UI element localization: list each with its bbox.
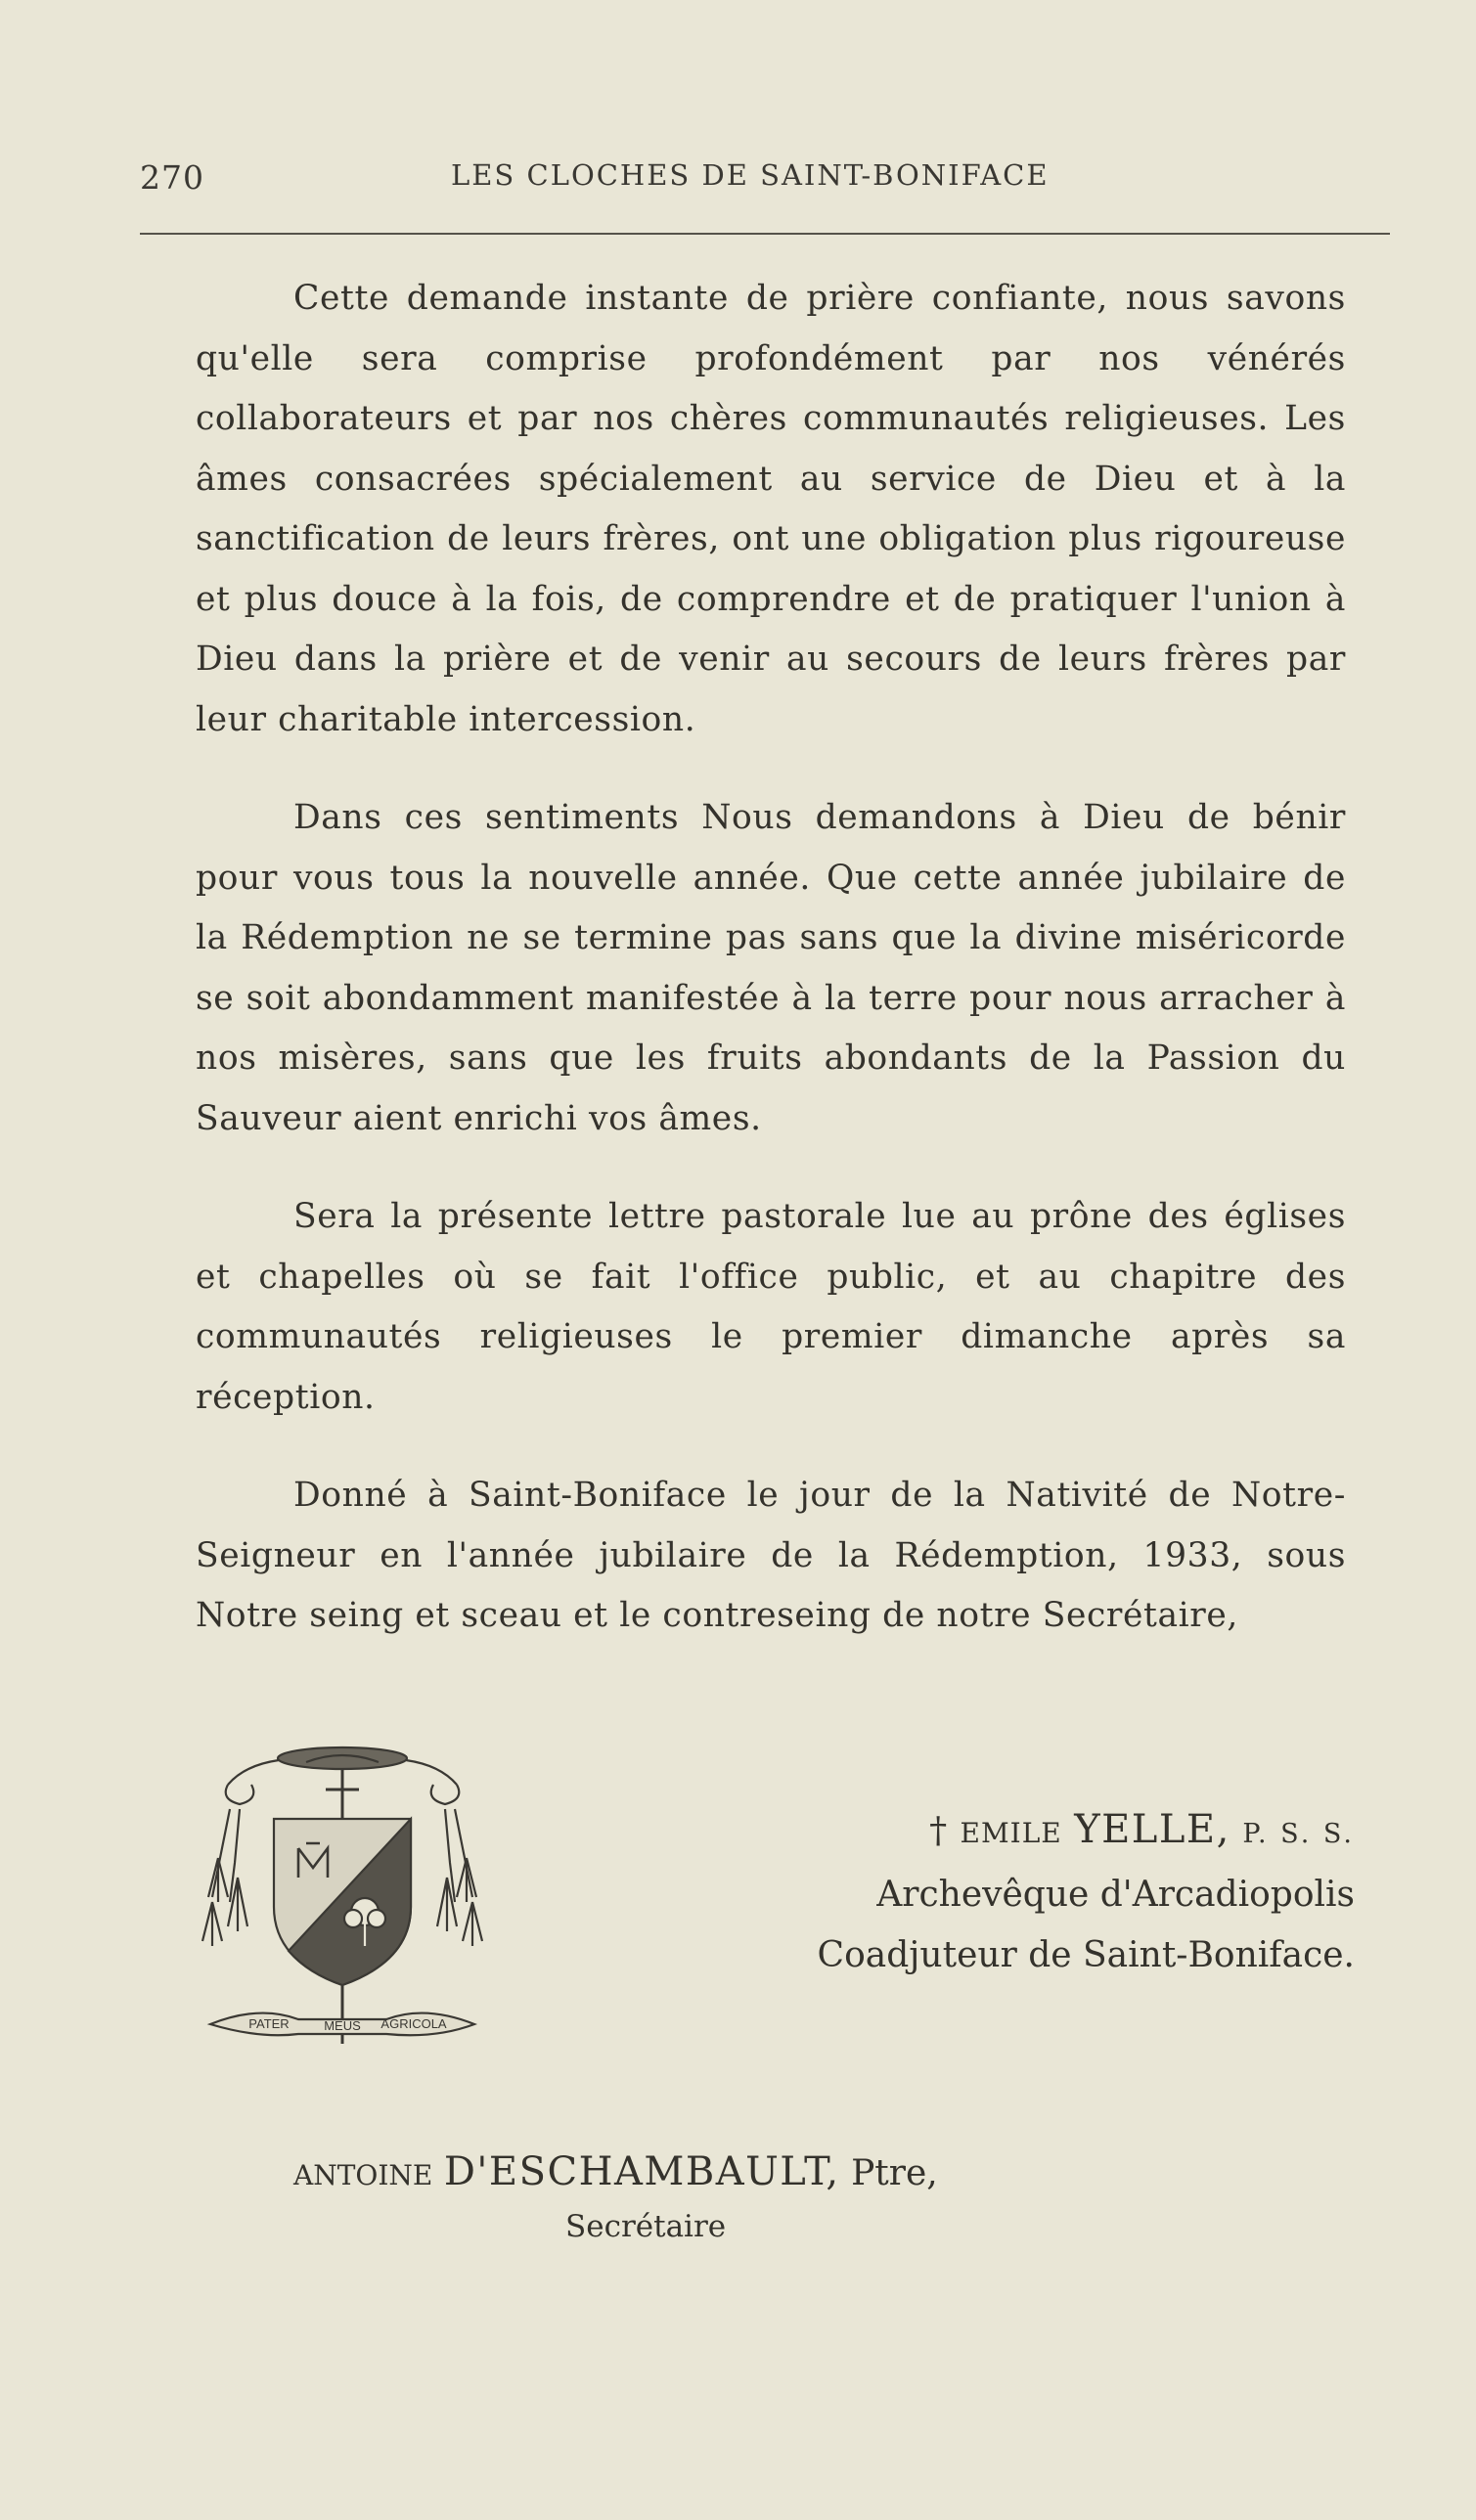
signatory-name — [729, 1799, 1355, 1865]
signatory-first-name: EMILE — [960, 1817, 1062, 1849]
secretary-title: Secrétaire — [565, 2209, 727, 2244]
cross-symbol: † — [929, 1811, 949, 1851]
signature-block — [729, 1799, 1355, 1986]
page-header — [140, 147, 1390, 205]
secretary-suffix: Ptre, — [851, 2153, 938, 2193]
motto-word: PATER — [248, 2016, 290, 2031]
paragraph: Cette demande instante de prière confiante, nous savons qu'elle sera comprise profondément par nos vénérés collaborateurs et par nos chères communautés religieuses. Les âmes consacrées spécialement au service de Dieu et à la sanctification de leurs frères, ont une obligation plus rigoureuse et plus douce à la fois, de comprendre et de pratiquer l'union à Dieu dans la prière et de venir au secours de leurs frères par leur charitable intercession. — [196, 279, 1346, 739]
paragraph: Dans ces sentiments Nous demandons à Dieu de bénir pour vous tous la nouvelle année. Que cette année jubilaire de la Rédemption ne se termine pas sans que la divine miséricorde se soit abondamment manifestée à la terre pour nous arracher à nos misères, sans que les fruits abondants de la Passion du Sauveur aient enrichi vos âmes. — [196, 798, 1346, 1138]
signatory-title: Archevêque d'Arcadiopolis — [876, 1875, 1355, 1915]
secretary-first-name: ANTOINE — [293, 2159, 433, 2191]
header-rule — [140, 233, 1390, 235]
body-text — [196, 269, 1346, 1685]
running-head: LES CLOCHES DE SAINT-BONIFACE — [451, 158, 1050, 192]
coat-of-arms — [191, 1741, 494, 2058]
secretary-block — [293, 2146, 1037, 2252]
motto-word: AGRICOLA — [380, 2016, 447, 2031]
signatory-last-name: YELLE, — [1074, 1807, 1230, 1852]
page-number: 270 — [140, 158, 204, 197]
secretary-name — [293, 2146, 1037, 2201]
signatory-order: P. S. S. — [1242, 1819, 1355, 1849]
motto-word: MEUS — [324, 2018, 361, 2033]
signatory-office: Coadjuteur de Saint-Boniface. — [817, 1935, 1355, 1975]
paragraph: Sera la présente lettre pastorale lue au prône des églises et chapelles où se fait l'office public, et au chapitre des communautés religieuses le premier dimanche après sa réception. — [196, 1197, 1346, 1417]
secretary-last-name: D'ESCHAMBAULT, — [443, 2149, 840, 2194]
paragraph: Donné à Saint-Boniface le jour de la Nativité de Notre-Seigneur en l'année jubilaire de la Rédemption, 1933, sous Notre seing et sceau et le contreseing de notre Secrétaire, — [196, 1476, 1346, 1635]
